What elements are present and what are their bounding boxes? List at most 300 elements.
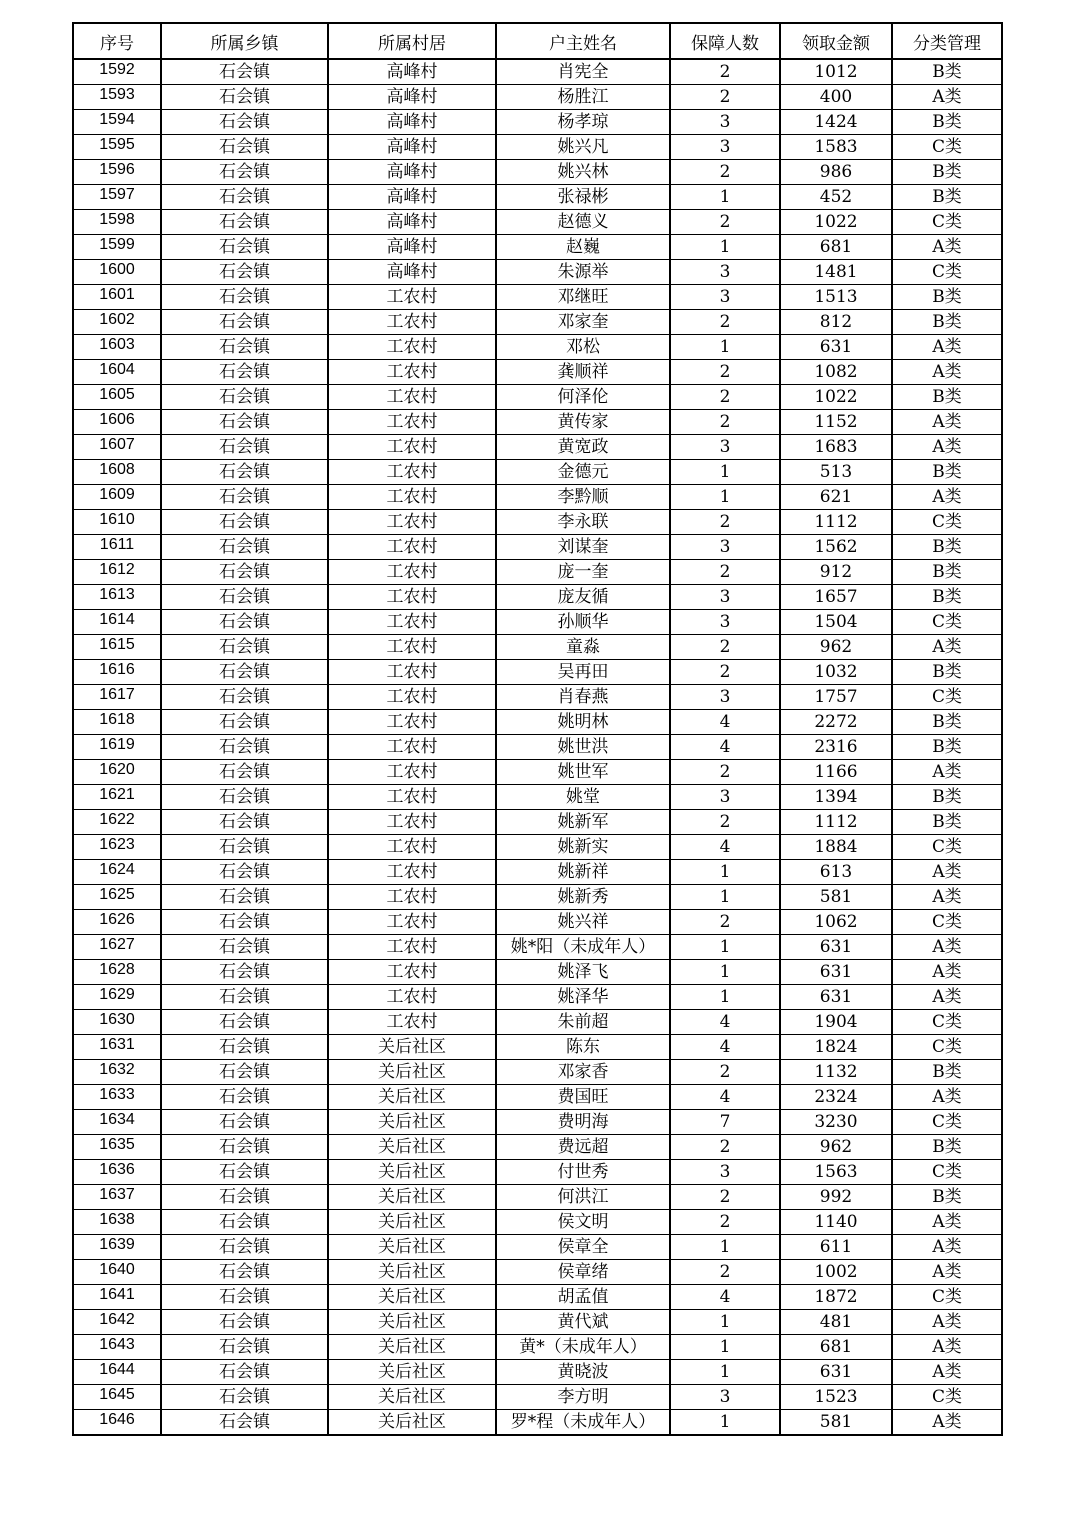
cell-covered-persons: 1 — [670, 960, 780, 985]
cell-town: 石会镇 — [161, 1110, 328, 1135]
cell-covered-persons: 3 — [670, 535, 780, 560]
cell-seq: 1644 — [73, 1360, 161, 1385]
cell-amount: 812 — [780, 310, 892, 335]
cell-town: 石会镇 — [161, 660, 328, 685]
table-row — [73, 735, 1002, 760]
cell-town: 石会镇 — [161, 260, 328, 285]
cell-covered-persons: 3 — [670, 1160, 780, 1185]
cell-village: 工农村 — [328, 710, 496, 735]
cell-householder: 侯章全 — [496, 1235, 670, 1260]
cell-category: B类 — [892, 810, 1002, 835]
cell-town: 石会镇 — [161, 685, 328, 710]
cell-town: 石会镇 — [161, 1060, 328, 1085]
cell-village: 关后社区 — [328, 1085, 496, 1110]
cell-seq: 1643 — [73, 1335, 161, 1360]
cell-category: A类 — [892, 1360, 1002, 1385]
cell-amount: 1032 — [780, 660, 892, 685]
cell-covered-persons: 2 — [670, 1185, 780, 1210]
cell-category: C类 — [892, 835, 1002, 860]
cell-amount: 681 — [780, 235, 892, 260]
cell-covered-persons: 4 — [670, 710, 780, 735]
table-row — [73, 1210, 1002, 1235]
cell-town: 石会镇 — [161, 985, 328, 1010]
cell-village: 工农村 — [328, 685, 496, 710]
cell-householder: 孙顺华 — [496, 610, 670, 635]
cell-town: 石会镇 — [161, 735, 328, 760]
cell-seq: 1646 — [73, 1410, 161, 1436]
cell-town: 石会镇 — [161, 1185, 328, 1210]
cell-householder: 杨胜江 — [496, 85, 670, 110]
cell-seq: 1630 — [73, 1010, 161, 1035]
cell-covered-persons: 3 — [670, 785, 780, 810]
cell-town: 石会镇 — [161, 1410, 328, 1436]
cell-seq: 1621 — [73, 785, 161, 810]
cell-town: 石会镇 — [161, 610, 328, 635]
cell-covered-persons: 2 — [670, 59, 780, 85]
cell-covered-persons: 4 — [670, 1035, 780, 1060]
cell-householder: 费明海 — [496, 1110, 670, 1135]
cell-category: B类 — [892, 785, 1002, 810]
cell-householder: 姚新秀 — [496, 885, 670, 910]
cell-town: 石会镇 — [161, 1085, 328, 1110]
cell-seq: 1623 — [73, 835, 161, 860]
table-row — [73, 460, 1002, 485]
table-body — [73, 59, 1002, 1435]
cell-householder: 何泽伦 — [496, 385, 670, 410]
cell-seq: 1601 — [73, 285, 161, 310]
cell-village: 高峰村 — [328, 135, 496, 160]
cell-category: A类 — [892, 985, 1002, 1010]
cell-covered-persons: 2 — [670, 310, 780, 335]
cell-town: 石会镇 — [161, 1360, 328, 1385]
cell-seq: 1639 — [73, 1235, 161, 1260]
cell-village: 关后社区 — [328, 1360, 496, 1385]
cell-village: 关后社区 — [328, 1210, 496, 1235]
table-row — [73, 1185, 1002, 1210]
cell-town: 石会镇 — [161, 1160, 328, 1185]
cell-covered-persons: 1 — [670, 235, 780, 260]
cell-village: 关后社区 — [328, 1410, 496, 1436]
cell-town: 石会镇 — [161, 510, 328, 535]
cell-householder: 赵巍 — [496, 235, 670, 260]
cell-seq: 1600 — [73, 260, 161, 285]
cell-seq: 1637 — [73, 1185, 161, 1210]
cell-householder: 姚兴祥 — [496, 910, 670, 935]
cell-seq: 1645 — [73, 1385, 161, 1410]
cell-householder: 邓家香 — [496, 1060, 670, 1085]
cell-householder: 邓家奎 — [496, 310, 670, 335]
table-row — [73, 1310, 1002, 1335]
cell-town: 石会镇 — [161, 235, 328, 260]
cell-amount: 513 — [780, 460, 892, 485]
cell-seq: 1599 — [73, 235, 161, 260]
cell-covered-persons: 3 — [670, 1385, 780, 1410]
cell-seq: 1624 — [73, 860, 161, 885]
cell-covered-persons: 2 — [670, 160, 780, 185]
cell-category: A类 — [892, 1085, 1002, 1110]
cell-amount: 1583 — [780, 135, 892, 160]
cell-town: 石会镇 — [161, 460, 328, 485]
table-row — [73, 685, 1002, 710]
cell-category: A类 — [892, 935, 1002, 960]
table-row — [73, 885, 1002, 910]
cell-village: 工农村 — [328, 560, 496, 585]
cell-village: 高峰村 — [328, 160, 496, 185]
cell-covered-persons: 2 — [670, 1260, 780, 1285]
cell-category: B类 — [892, 110, 1002, 135]
cell-householder: 黄宽政 — [496, 435, 670, 460]
cell-village: 高峰村 — [328, 110, 496, 135]
cell-category: A类 — [892, 1310, 1002, 1335]
cell-seq: 1592 — [73, 59, 161, 85]
cell-householder: 姚世洪 — [496, 735, 670, 760]
table-row — [73, 760, 1002, 785]
cell-amount: 2316 — [780, 735, 892, 760]
cell-householder: 黄晓波 — [496, 1360, 670, 1385]
table-row — [73, 1335, 1002, 1360]
cell-town: 石会镇 — [161, 935, 328, 960]
cell-village: 高峰村 — [328, 235, 496, 260]
cell-seq: 1603 — [73, 335, 161, 360]
cell-town: 石会镇 — [161, 1035, 328, 1060]
cell-amount: 912 — [780, 560, 892, 585]
cell-village: 高峰村 — [328, 210, 496, 235]
table-row — [73, 1060, 1002, 1085]
table-row — [73, 1035, 1002, 1060]
cell-covered-persons: 2 — [670, 660, 780, 685]
cell-category: C类 — [892, 510, 1002, 535]
cell-covered-persons: 4 — [670, 1010, 780, 1035]
cell-householder: 吴再田 — [496, 660, 670, 685]
cell-seq: 1638 — [73, 1210, 161, 1235]
cell-seq: 1611 — [73, 535, 161, 560]
cell-seq: 1634 — [73, 1110, 161, 1135]
cell-category: C类 — [892, 910, 1002, 935]
cell-village: 工农村 — [328, 960, 496, 985]
cell-householder: 侯章绪 — [496, 1260, 670, 1285]
cell-householder: 李永联 — [496, 510, 670, 535]
cell-amount: 611 — [780, 1235, 892, 1260]
header-row — [73, 23, 1002, 59]
cell-seq: 1622 — [73, 810, 161, 835]
header-covered-persons: 保障人数 — [670, 23, 780, 59]
cell-amount: 1140 — [780, 1210, 892, 1235]
cell-householder: 李方明 — [496, 1385, 670, 1410]
cell-amount: 986 — [780, 160, 892, 185]
cell-town: 石会镇 — [161, 485, 328, 510]
table-row — [73, 1235, 1002, 1260]
cell-covered-persons: 2 — [670, 385, 780, 410]
cell-town: 石会镇 — [161, 185, 328, 210]
cell-town: 石会镇 — [161, 310, 328, 335]
table-row — [73, 510, 1002, 535]
cell-householder: 付世秀 — [496, 1160, 670, 1185]
cell-covered-persons: 1 — [670, 1310, 780, 1335]
table-row — [73, 85, 1002, 110]
cell-category: B类 — [892, 385, 1002, 410]
cell-seq: 1620 — [73, 760, 161, 785]
cell-amount: 581 — [780, 1410, 892, 1436]
cell-covered-persons: 1 — [670, 460, 780, 485]
cell-householder: 胡孟值 — [496, 1285, 670, 1310]
cell-covered-persons: 4 — [670, 1085, 780, 1110]
cell-covered-persons: 2 — [670, 1060, 780, 1085]
cell-category: C类 — [892, 210, 1002, 235]
cell-covered-persons: 2 — [670, 810, 780, 835]
cell-covered-persons: 3 — [670, 285, 780, 310]
cell-town: 石会镇 — [161, 135, 328, 160]
cell-town: 石会镇 — [161, 335, 328, 360]
cell-seq: 1628 — [73, 960, 161, 985]
table-row — [73, 210, 1002, 235]
table-row — [73, 235, 1002, 260]
cell-householder: 姚兴林 — [496, 160, 670, 185]
cell-amount: 962 — [780, 1135, 892, 1160]
cell-amount: 1523 — [780, 1385, 892, 1410]
cell-seq: 1629 — [73, 985, 161, 1010]
cell-village: 工农村 — [328, 535, 496, 560]
cell-village: 高峰村 — [328, 260, 496, 285]
cell-amount: 1504 — [780, 610, 892, 635]
cell-covered-persons: 2 — [670, 1135, 780, 1160]
cell-seq: 1627 — [73, 935, 161, 960]
table-row — [73, 1110, 1002, 1135]
cell-seq: 1595 — [73, 135, 161, 160]
cell-amount: 992 — [780, 1185, 892, 1210]
cell-category: B类 — [892, 535, 1002, 560]
cell-amount: 1012 — [780, 59, 892, 85]
cell-category: B类 — [892, 310, 1002, 335]
cell-town: 石会镇 — [161, 910, 328, 935]
table-row — [73, 810, 1002, 835]
cell-village: 工农村 — [328, 935, 496, 960]
cell-village: 工农村 — [328, 860, 496, 885]
cell-covered-persons: 2 — [670, 510, 780, 535]
table-row — [73, 485, 1002, 510]
cell-category: A类 — [892, 1335, 1002, 1360]
cell-amount: 1166 — [780, 760, 892, 785]
cell-householder: 金德元 — [496, 460, 670, 485]
cell-town: 石会镇 — [161, 385, 328, 410]
cell-seq: 1619 — [73, 735, 161, 760]
cell-covered-persons: 3 — [670, 435, 780, 460]
cell-seq: 1598 — [73, 210, 161, 235]
table-row — [73, 585, 1002, 610]
cell-village: 关后社区 — [328, 1110, 496, 1135]
cell-category: C类 — [892, 1285, 1002, 1310]
cell-town: 石会镇 — [161, 635, 328, 660]
cell-village: 工农村 — [328, 885, 496, 910]
cell-covered-persons: 1 — [670, 985, 780, 1010]
cell-amount: 581 — [780, 885, 892, 910]
cell-householder: 朱源举 — [496, 260, 670, 285]
cell-covered-persons: 3 — [670, 610, 780, 635]
cell-seq: 1640 — [73, 1260, 161, 1285]
cell-householder: 侯文明 — [496, 1210, 670, 1235]
table-row — [73, 935, 1002, 960]
cell-category: A类 — [892, 1260, 1002, 1285]
table-row — [73, 385, 1002, 410]
cell-category: C类 — [892, 685, 1002, 710]
cell-householder: 费远超 — [496, 1135, 670, 1160]
cell-covered-persons: 1 — [670, 860, 780, 885]
cell-covered-persons: 4 — [670, 735, 780, 760]
cell-amount: 1082 — [780, 360, 892, 385]
cell-amount: 621 — [780, 485, 892, 510]
cell-amount: 1657 — [780, 585, 892, 610]
cell-amount: 1683 — [780, 435, 892, 460]
cell-village: 关后社区 — [328, 1035, 496, 1060]
cell-covered-persons: 1 — [670, 335, 780, 360]
cell-town: 石会镇 — [161, 1335, 328, 1360]
cell-amount: 1563 — [780, 1160, 892, 1185]
cell-amount: 1824 — [780, 1035, 892, 1060]
cell-seq: 1596 — [73, 160, 161, 185]
cell-town: 石会镇 — [161, 1135, 328, 1160]
cell-town: 石会镇 — [161, 1210, 328, 1235]
cell-category: B类 — [892, 735, 1002, 760]
cell-amount: 1112 — [780, 510, 892, 535]
cell-category: C类 — [892, 260, 1002, 285]
cell-householder: 姚堂 — [496, 785, 670, 810]
cell-householder: 姚新祥 — [496, 860, 670, 885]
cell-amount: 631 — [780, 960, 892, 985]
cell-village: 关后社区 — [328, 1060, 496, 1085]
cell-category: C类 — [892, 1385, 1002, 1410]
cell-village: 关后社区 — [328, 1160, 496, 1185]
table-row — [73, 1085, 1002, 1110]
cell-amount: 613 — [780, 860, 892, 885]
cell-amount: 1394 — [780, 785, 892, 810]
cell-amount: 1872 — [780, 1285, 892, 1310]
cell-town: 石会镇 — [161, 960, 328, 985]
cell-covered-persons: 2 — [670, 360, 780, 385]
header-amount: 领取金额 — [780, 23, 892, 59]
cell-seq: 1631 — [73, 1035, 161, 1060]
cell-seq: 1610 — [73, 510, 161, 535]
table-row — [73, 610, 1002, 635]
table-row — [73, 360, 1002, 385]
cell-amount: 1424 — [780, 110, 892, 135]
cell-category: C类 — [892, 1035, 1002, 1060]
cell-seq: 1594 — [73, 110, 161, 135]
cell-town: 石会镇 — [161, 1285, 328, 1310]
cell-seq: 1612 — [73, 560, 161, 585]
cell-village: 工农村 — [328, 485, 496, 510]
cell-town: 石会镇 — [161, 1010, 328, 1035]
table-row — [73, 1135, 1002, 1160]
cell-town: 石会镇 — [161, 835, 328, 860]
cell-amount: 1152 — [780, 410, 892, 435]
cell-covered-persons: 3 — [670, 135, 780, 160]
cell-householder: 姚新实 — [496, 835, 670, 860]
cell-seq: 1618 — [73, 710, 161, 735]
cell-village: 工农村 — [328, 660, 496, 685]
cell-householder: 陈东 — [496, 1035, 670, 1060]
table-row — [73, 185, 1002, 210]
cell-seq: 1636 — [73, 1160, 161, 1185]
header-category: 分类管理 — [892, 23, 1002, 59]
table-row — [73, 135, 1002, 160]
cell-category: A类 — [892, 635, 1002, 660]
table-row — [73, 1010, 1002, 1035]
cell-town: 石会镇 — [161, 785, 328, 810]
cell-covered-persons: 7 — [670, 1110, 780, 1135]
table-row — [73, 110, 1002, 135]
table-row — [73, 635, 1002, 660]
cell-householder: 姚泽华 — [496, 985, 670, 1010]
cell-town: 石会镇 — [161, 1385, 328, 1410]
cell-householder: 何洪江 — [496, 1185, 670, 1210]
cell-category: C类 — [892, 610, 1002, 635]
cell-category: B类 — [892, 285, 1002, 310]
cell-householder: 张禄彬 — [496, 185, 670, 210]
cell-amount: 1062 — [780, 910, 892, 935]
cell-town: 石会镇 — [161, 1310, 328, 1335]
cell-village: 工农村 — [328, 310, 496, 335]
cell-category: A类 — [892, 435, 1002, 460]
cell-village: 工农村 — [328, 760, 496, 785]
cell-village: 工农村 — [328, 410, 496, 435]
cell-category: A类 — [892, 1235, 1002, 1260]
cell-village: 关后社区 — [328, 1235, 496, 1260]
cell-amount: 1481 — [780, 260, 892, 285]
cell-village: 高峰村 — [328, 185, 496, 210]
cell-category: A类 — [892, 410, 1002, 435]
cell-seq: 1607 — [73, 435, 161, 460]
cell-amount: 631 — [780, 985, 892, 1010]
cell-town: 石会镇 — [161, 210, 328, 235]
cell-seq: 1608 — [73, 460, 161, 485]
cell-village: 工农村 — [328, 785, 496, 810]
cell-village: 工农村 — [328, 435, 496, 460]
cell-town: 石会镇 — [161, 435, 328, 460]
table-row — [73, 1410, 1002, 1436]
cell-town: 石会镇 — [161, 285, 328, 310]
cell-category: B类 — [892, 660, 1002, 685]
cell-seq: 1642 — [73, 1310, 161, 1335]
cell-covered-persons: 1 — [670, 1410, 780, 1436]
cell-covered-persons: 1 — [670, 885, 780, 910]
cell-category: A类 — [892, 235, 1002, 260]
cell-category: B类 — [892, 160, 1002, 185]
cell-amount: 2324 — [780, 1085, 892, 1110]
cell-category: A类 — [892, 960, 1002, 985]
cell-seq: 1617 — [73, 685, 161, 710]
cell-village: 工农村 — [328, 985, 496, 1010]
cell-town: 石会镇 — [161, 1260, 328, 1285]
cell-village: 工农村 — [328, 835, 496, 860]
cell-covered-persons: 2 — [670, 410, 780, 435]
cell-amount: 1002 — [780, 1260, 892, 1285]
table-row — [73, 1260, 1002, 1285]
cell-amount: 1132 — [780, 1060, 892, 1085]
cell-amount: 481 — [780, 1310, 892, 1335]
cell-amount: 962 — [780, 635, 892, 660]
cell-amount: 1112 — [780, 810, 892, 835]
cell-town: 石会镇 — [161, 160, 328, 185]
table-row — [73, 785, 1002, 810]
cell-category: A类 — [892, 1210, 1002, 1235]
cell-householder: 姚*阳（未成年人） — [496, 935, 670, 960]
cell-amount: 631 — [780, 1360, 892, 1385]
cell-covered-persons: 3 — [670, 685, 780, 710]
cell-village: 关后社区 — [328, 1335, 496, 1360]
table-row — [73, 535, 1002, 560]
cell-seq: 1635 — [73, 1135, 161, 1160]
cell-householder: 邓继旺 — [496, 285, 670, 310]
cell-category: B类 — [892, 460, 1002, 485]
